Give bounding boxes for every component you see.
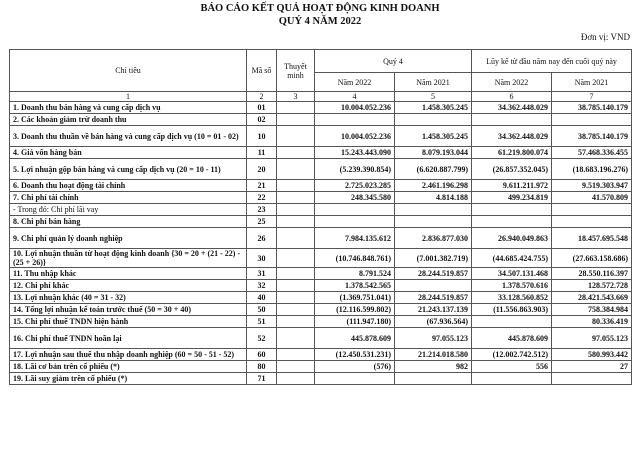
table-row [10, 349, 632, 361]
row-label: 10. Lợi nhuận thuần từ hoạt động kinh doanh {30 = 20 + (21 - 22) - (25 + 26)} [10, 249, 247, 268]
report-title: BÁO CÁO KẾT QUẢ HOẠT ĐỘNG KINH DOANH [200, 3, 440, 14]
table-row [10, 159, 632, 180]
value-q4-2022: 1.378.542.565 [315, 280, 395, 292]
value-q4-2022: (12.116.599.802) [315, 304, 395, 316]
row-note [277, 304, 315, 316]
row-label: 3. Doanh thu thuần về bán hàng và cung cấp dịch vụ (10 = 01 - 02) [10, 126, 247, 147]
row-label: 1. Doanh thu bán hàng và cung cấp dịch vụ [10, 102, 247, 114]
income-statement-table [9, 49, 632, 385]
value-ytd-2021: 57.468.336.455 [552, 147, 632, 159]
currency-unit: Đơn vị: VND [580, 32, 630, 42]
value-ytd-2021: 18.457.695.548 [552, 228, 632, 249]
value-ytd-2021: (18.683.196.276) [552, 159, 632, 180]
value-q4-2021: (6.620.887.799) [395, 159, 472, 180]
value-ytd-2021 [552, 216, 632, 228]
value-q4-2022: 7.984.135.612 [315, 228, 395, 249]
row-code: 23 [247, 204, 277, 216]
value-ytd-2022: 26.940.049.863 [472, 228, 552, 249]
value-q4-2021: 1.458.305.245 [395, 126, 472, 147]
value-q4-2022: 10.004.052.236 [315, 126, 395, 147]
col-header-note: Thuyết minh [277, 50, 315, 92]
value-q4-2021: 1.458.305.245 [395, 102, 472, 114]
value-q4-2021: 982 [395, 361, 472, 373]
value-ytd-2022 [472, 114, 552, 126]
row-label: 12. Chi phí khác [10, 280, 247, 292]
row-label: - Trong đó: Chi phí lãi vay [10, 204, 247, 216]
table-row [10, 373, 632, 385]
row-code: 26 [247, 228, 277, 249]
value-ytd-2022 [472, 204, 552, 216]
value-q4-2021: 21.243.137.139 [395, 304, 472, 316]
value-q4-2022: 8.791.524 [315, 268, 395, 280]
column-index: 5 [395, 92, 472, 102]
row-note [277, 204, 315, 216]
value-ytd-2021: 38.785.140.179 [552, 102, 632, 114]
value-ytd-2022: (11.556.863.903) [472, 304, 552, 316]
row-code: 51 [247, 316, 277, 328]
value-ytd-2021: 9.519.303.947 [552, 180, 632, 192]
value-q4-2021 [395, 204, 472, 216]
value-q4-2022: (111.947.180) [315, 316, 395, 328]
row-label: 18. Lãi cơ bản trên cổ phiếu (*) [10, 361, 247, 373]
row-note [277, 228, 315, 249]
value-q4-2021: 28.244.519.857 [395, 292, 472, 304]
value-ytd-2021 [552, 373, 632, 385]
row-label: 16. Chi phí thuế TNDN hoãn lại [10, 328, 247, 349]
value-ytd-2021: 80.336.419 [552, 316, 632, 328]
row-note [277, 349, 315, 361]
value-ytd-2022: 33.128.560.852 [472, 292, 552, 304]
value-ytd-2022: (12.002.742.512) [472, 349, 552, 361]
value-q4-2022: (5.239.390.854) [315, 159, 395, 180]
value-q4-2021 [395, 216, 472, 228]
value-q4-2021: 21.214.018.580 [395, 349, 472, 361]
row-note [277, 126, 315, 147]
value-q4-2022: (10.746.848.761) [315, 249, 395, 268]
value-q4-2021: 97.055.123 [395, 328, 472, 349]
row-note [277, 192, 315, 204]
row-code: 20 [247, 159, 277, 180]
value-ytd-2022: 34.362.448.029 [472, 102, 552, 114]
value-ytd-2021: 28.421.543.669 [552, 292, 632, 304]
value-ytd-2022: 556 [472, 361, 552, 373]
row-label: 15. Chi phí thuế TNDN hiện hành [10, 316, 247, 328]
value-q4-2022 [315, 204, 395, 216]
row-label: 5. Lợi nhuận gộp bán hàng và cung cấp dịch vụ (20 = 10 - 11) [10, 159, 247, 180]
row-code: 31 [247, 268, 277, 280]
value-q4-2022: (576) [315, 361, 395, 373]
value-q4-2021: 2.836.877.030 [395, 228, 472, 249]
row-label: 6. Doanh thu hoạt động tài chính [10, 180, 247, 192]
column-index: 6 [472, 92, 552, 102]
value-q4-2021 [395, 280, 472, 292]
table-row [10, 292, 632, 304]
value-q4-2022: 445.878.609 [315, 328, 395, 349]
row-code: 21 [247, 180, 277, 192]
value-q4-2022: 15.243.443.090 [315, 147, 395, 159]
row-code: 02 [247, 114, 277, 126]
row-code: 80 [247, 361, 277, 373]
table-row [10, 228, 632, 249]
col-header-q-2022: Năm 2022 [315, 73, 395, 92]
column-index-row [10, 92, 632, 102]
row-label: 8. Chi phí bán hàng [10, 216, 247, 228]
row-note [277, 328, 315, 349]
table-row [10, 192, 632, 204]
row-code: 52 [247, 328, 277, 349]
value-q4-2021: (7.001.382.719) [395, 249, 472, 268]
value-ytd-2022: 34.362.448.029 [472, 126, 552, 147]
value-ytd-2021: 28.550.116.397 [552, 268, 632, 280]
column-index: 4 [315, 92, 395, 102]
row-note [277, 373, 315, 385]
row-code: 01 [247, 102, 277, 114]
table-row [10, 304, 632, 316]
value-ytd-2021: (27.663.158.686) [552, 249, 632, 268]
table-row [10, 249, 632, 268]
table-row [10, 204, 632, 216]
value-ytd-2022: 61.219.800.074 [472, 147, 552, 159]
value-ytd-2021: 758.384.984 [552, 304, 632, 316]
col-header-quarter: Quý 4 [315, 50, 472, 73]
value-q4-2021: 28.244.519.857 [395, 268, 472, 280]
row-note [277, 147, 315, 159]
row-note [277, 292, 315, 304]
table-row [10, 361, 632, 373]
row-code: 60 [247, 349, 277, 361]
value-q4-2021: 2.461.196.298 [395, 180, 472, 192]
row-label: 9. Chi phí quản lý doanh nghiệp [10, 228, 247, 249]
table-row [10, 316, 632, 328]
value-ytd-2022: 9.611.211.972 [472, 180, 552, 192]
column-index: 1 [10, 92, 247, 102]
value-ytd-2021: 41.570.809 [552, 192, 632, 204]
value-q4-2022: 248.345.580 [315, 192, 395, 204]
col-header-q-2021: Năm 2021 [395, 73, 472, 92]
row-code: 30 [247, 249, 277, 268]
value-ytd-2022: 445.878.609 [472, 328, 552, 349]
row-label: 11. Thu nhập khác [10, 268, 247, 280]
value-q4-2022 [315, 114, 395, 126]
value-q4-2022: (12.450.531.231) [315, 349, 395, 361]
value-ytd-2022: (44.685.424.755) [472, 249, 552, 268]
col-header-item: Chỉ tiêu [10, 50, 247, 92]
value-q4-2022: 10.004.052.236 [315, 102, 395, 114]
row-label: 13. Lợi nhuận khác (40 = 31 - 32) [10, 292, 247, 304]
row-code: 25 [247, 216, 277, 228]
row-note [277, 159, 315, 180]
row-label: 7. Chi phí tài chính [10, 192, 247, 204]
value-q4-2021 [395, 373, 472, 385]
value-ytd-2021: 27 [552, 361, 632, 373]
column-index: 2 [247, 92, 277, 102]
value-q4-2021 [395, 114, 472, 126]
table-row [10, 328, 632, 349]
value-ytd-2021 [552, 204, 632, 216]
row-label: 14. Tổng lợi nhuận kế toán trước thuế (50 = 30 + 40) [10, 304, 247, 316]
column-index: 7 [552, 92, 632, 102]
value-q4-2021: (67.936.564) [395, 316, 472, 328]
value-ytd-2022: (26.857.352.045) [472, 159, 552, 180]
table-row [10, 102, 632, 114]
col-header-code: Mã số [247, 50, 277, 92]
row-note [277, 216, 315, 228]
col-header-ytd-2022: Năm 2022 [472, 73, 552, 92]
row-label: 4. Giá vốn hàng bán [10, 147, 247, 159]
row-code: 71 [247, 373, 277, 385]
value-ytd-2022 [472, 316, 552, 328]
table-row [10, 126, 632, 147]
col-header-ytd: Lũy kế từ đầu năm nay đến cuối quý này [472, 50, 632, 73]
value-q4-2022 [315, 216, 395, 228]
row-note [277, 280, 315, 292]
value-q4-2022: (1.369.751.041) [315, 292, 395, 304]
value-q4-2021: 4.814.188 [395, 192, 472, 204]
row-note [277, 361, 315, 373]
table-row [10, 280, 632, 292]
row-note [277, 316, 315, 328]
row-code: 40 [247, 292, 277, 304]
col-header-ytd-2021: Năm 2021 [552, 73, 632, 92]
report-period: QUÝ 4 NĂM 2022 [278, 16, 362, 27]
column-index: 3 [277, 92, 315, 102]
row-code: 11 [247, 147, 277, 159]
row-note [277, 102, 315, 114]
value-ytd-2021 [552, 114, 632, 126]
row-code: 10 [247, 126, 277, 147]
row-code: 32 [247, 280, 277, 292]
row-code: 50 [247, 304, 277, 316]
value-ytd-2022: 34.507.131.468 [472, 268, 552, 280]
value-ytd-2021: 38.785.140.179 [552, 126, 632, 147]
row-label: 19. Lãi suy giảm trên cổ phiếu (*) [10, 373, 247, 385]
row-note [277, 249, 315, 268]
value-ytd-2021: 97.055.123 [552, 328, 632, 349]
table-row [10, 216, 632, 228]
row-label: 17. Lợi nhuận sau thuế thu nhập doanh nghiệp (60 = 50 - 51 - 52) [10, 349, 247, 361]
value-ytd-2022: 1.378.570.616 [472, 280, 552, 292]
table-row [10, 114, 632, 126]
value-ytd-2021: 580.993.442 [552, 349, 632, 361]
table-row [10, 180, 632, 192]
row-note [277, 180, 315, 192]
row-note [277, 114, 315, 126]
value-ytd-2022 [472, 373, 552, 385]
table-row [10, 268, 632, 280]
value-q4-2022 [315, 373, 395, 385]
value-ytd-2021: 128.572.728 [552, 280, 632, 292]
row-note [277, 268, 315, 280]
value-q4-2021: 8.079.193.044 [395, 147, 472, 159]
row-label: 2. Các khoản giảm trừ doanh thu [10, 114, 247, 126]
row-code: 22 [247, 192, 277, 204]
value-ytd-2022 [472, 216, 552, 228]
table-row [10, 147, 632, 159]
value-ytd-2022: 499.234.819 [472, 192, 552, 204]
value-q4-2022: 2.725.023.285 [315, 180, 395, 192]
